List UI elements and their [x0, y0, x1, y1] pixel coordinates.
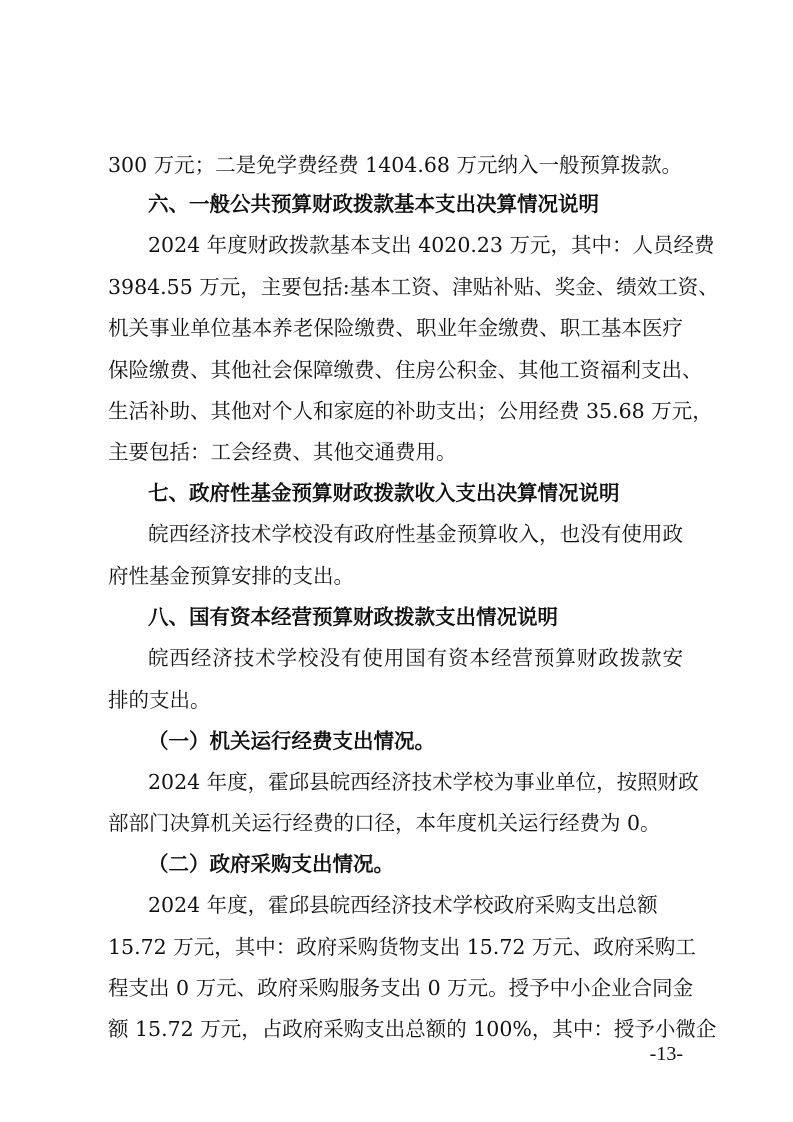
subsection-heading-2: （二）政府采购支出情况。	[148, 852, 394, 876]
section-heading-8: 八、国有资本经营预算财政拨款支出情况说明	[148, 605, 558, 629]
paragraph-line: 15.72 万元，其中：政府采购货物支出 15.72 万元、政府采购工	[108, 935, 696, 959]
paragraph-line: 2024 年度，霍邱县皖西经济技术学校为事业单位，按照财政	[148, 770, 699, 794]
paragraph-line: 额 15.72 万元，占政府采购支出总额的 100%，其中：授予小微企	[108, 1017, 717, 1041]
paragraph-line: 3984.55 万元，主要包括:基本工资、津贴补贴、奖金、绩效工资、	[108, 275, 719, 299]
paragraph-line: 生活补助、其他对个人和家庭的补助支出；公用经费 35.68 万元，	[108, 399, 713, 423]
paragraph-line: 300 万元；二是免学费经费 1404.68 万元纳入一般预算拨款。	[108, 153, 682, 177]
paragraph-line: 排的支出。	[108, 688, 211, 712]
paragraph-line: 2024 年度，霍邱县皖西经济技术学校政府采购支出总额	[148, 893, 658, 917]
page-number: -13-	[649, 1043, 683, 1065]
paragraph-line: 程支出 0 万元、政府采购服务支出 0 万元。授予中小企业合同金	[108, 976, 694, 1000]
paragraph-line: 2024 年度财政拨款基本支出 4020.23 万元，其中：人员经费	[148, 233, 715, 257]
paragraph-line: 保险缴费、其他社会保障缴费、住房公积金、其他工资福利支出、	[108, 358, 703, 382]
paragraph-line: 主要包括：工会经费、其他交通费用。	[108, 440, 457, 464]
paragraph-line: 机关事业单位基本养老保险缴费、职业年金缴费、职工基本医疗	[108, 316, 683, 340]
subsection-heading-1: （一）机关运行经费支出情况。	[148, 729, 435, 753]
section-heading-7: 七、政府性基金预算财政拨款收入支出决算情况说明	[148, 481, 620, 505]
paragraph-line: 府性基金预算安排的支出。	[108, 564, 354, 588]
section-heading-6: 六、一般公共预算财政拨款基本支出决算情况说明	[148, 192, 599, 216]
paragraph-line: 部部门决算机关运行经费的口径，本年度机关运行经费为 0。	[108, 811, 661, 835]
paragraph-line: 皖西经济技术学校没有使用国有资本经营预算财政拨款安	[148, 646, 683, 670]
paragraph-line: 皖西经济技术学校没有政府性基金预算收入，也没有使用政	[148, 522, 683, 546]
